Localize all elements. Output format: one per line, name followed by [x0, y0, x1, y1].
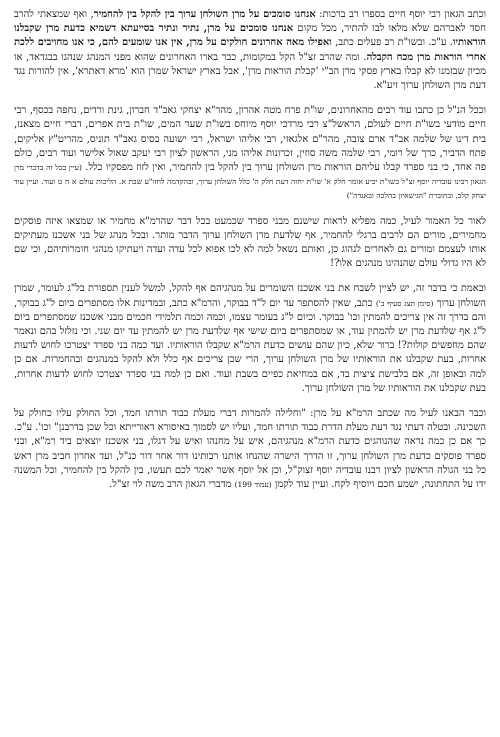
paragraph-2-citation: (עיין בכל זה בדברי מרן הגאון רבינו עובדיה יוסף זצ"ל בשו"ת יביע אומר חלק א' שו"ת יחוה דעת חלק ה' כלל השולחן ערוך, ובהקדמה לחזו"ע שבת א. הליכות עולם א ח ט ועוד. ועיין עוד יצחק קלב, ובחוברת "הגישאיון בהלכה ובאגדה"): [14, 163, 486, 201]
paragraph-4-text: ובאמת כי בדבר זה, יש לציין לשבח את בני אשכנז השומרים על מנהגיהם אף להקל, למשל לענין תספורת בל"ג לעומר, שמרן השולחן ערוך: [14, 283, 486, 309]
paragraph-5-citation: (עמוד 199): [234, 480, 272, 490]
paragraph-1: [14, 8, 486, 93]
paragraph-1-text: . ומה שהרב זצ"ל הקל במקומות, כבר בארו האחרונים שהוא מפני המנהג שנהגו בבגדאד, או מכיון שבזמנו לא קבלו בארץ פסקי מרן הב"י 'קבלת הוראות מרן', אבל בארץ ישראל שמרן הוא 'מרא דאתרא', אין להורות נגד דעת מרן השולחן ערוך זיע"א.: [14, 51, 486, 92]
paragraph-2-text: וככל הנ"ל כן כתבו עוד רבים מהאחרונים, שו"ת פרח מטה אהרון, מהר"א יצחקי גאב"ד חברון, גינת ורדים, נחפה בכסף, רבי חיים מודעי בשו"ת חיים לעולם, הראשל"צ רבי מרדכי יוסף מיוחס בשו"ת שער המים, שו"ת בית אפרים, דברי חיים מצאנז, בית דינו של שלמה אב"ד ארם צובה, מהר"ם אלגאזי, רבי אליהו ישראל, רבי ישועה בסיס גאב"ד תוניס, מהריט"ץ אליקים, פתח הדביר, כרך של רומי, רבי שלמה משה סוזין, זכרונות אליהו מני, הראשון לציון רבי יעקב שאול אלישר ועוד רבים, כולם פה אחד, כי בני ספרד קבלו עליהם הוראות מרן השולחן ערוך בין להקל בין להחמיר, ואין לזוז מפסקיו כלל.: [14, 105, 486, 174]
paragraph-3-text: לאור כל האמור לעיל, כמה מפליא לראות שישנם מבני ספרד שכמעט בכל דבר שהרמ"א מחמיר או שמצאו איזה פוסקים מחמירים, מורים הם לרבים ברגלי להחמיר, אף שלדעת מרן השולחן ערוך הדבר מותר. ובכל מנהג של בני אשכנז מעתיקים אותו לעצמם ומורים גם לאחרים לנהוג כן, ואותם נשאל למה לא לכו אפוא לכל עדה ועדה ויעתיקו מנהגי חומרותיהם, וכי שם לא היו גדולי עולם שהנהיגו מנהגים אלו?!: [14, 215, 486, 270]
paragraph-3: [14, 215, 486, 272]
paragraph-1-bold-quote-1: אנחנו סומכים על מרן השולחן ערוך בין להקל בין להחמיר: [93, 9, 316, 20]
paragraph-2: [14, 104, 486, 203]
paragraph-4: [14, 282, 486, 396]
paragraph-1-text: וכתב הגאון רבי יוסף חיים בספרו רב ברכות:: [315, 9, 486, 20]
paragraph-1-text: . ע"כ. ובשו"ת רב פעלים כתב,: [331, 37, 453, 49]
paragraph-5: [14, 407, 486, 492]
paragraph-1-text: , ואף שמצאתי להרב חסד לאברהם שלא מלאו לבו להתיר, מכל מקום: [14, 9, 486, 35]
paragraph-4-text: כתב, שאין להסתפר עד יום ל"ד בבוקר, והרמ"א כתב, ובמדינות אלו מסתפרים ביום ל"ג בבוקר, והם בדרך זה אין צריכים להמתין וכו' בבוקר. וכיום ל"ג בעומר עצמו, וכמה וכמה תלמידי חכמים מבני אשכנז שמסתפרים ביום ל"ג אף שלדעת מרן יש להמתין עוד, או שמסתפרים ביום שישי אף שלדעת מרן יש להמתין עד יום שני. וכי נזלזל בהם ונאמר שהם מחפשים קולות?! ברור שלא, כיון שהם עושים כדעת הרמ"א שקבלו הוראותיו. ועד כמה בני ספרד יצטרכו לחוש לדעות אחרות, בעת שקבלנו את הוראותיו של מרן השולחן ערוך, הרי שכן צריכים אף כלל ולא להקל במנהגים ובהחמרות. אם כן למה ובאופן זה, אם בלבישת ציצית בד, אם במחיאת כפיים בשבת ועוד. ואם כן למה בני ספרד יצטרכו לחוש לדעות אחרות, בעת שקבלנו את הוראותיו של מרן השולחן ערוך.: [14, 297, 486, 394]
paragraph-5-text: מדברי הגאון הרב משה לוי זצ"ל.: [109, 479, 235, 491]
paragraph-1-bold-quote-3: ואפילו מאה אחרונים חולקים על מרן, אין אנו שומעים להם, כי אנו מחויבים ללכת אחרי הוראות מרן מכח הקבלה: [14, 37, 486, 63]
paragraph-1-bold-quote-2: אנחנו סומכים על מרן, נתיר ונתיר בסייעתא דשמיא כדעת מרן שקבלנו הוראותיו: [14, 23, 486, 49]
paragraph-5-text: וכבר הבאנו לעיל מה שכתב הרמ"א על מרן: "וחלילה להמרות דברי מעלת כבוד תורתו חמד, וכל החולק עליו כחולק על השכינה. ובטלה דעתי נגד דעת מעלת הדרת כבוד תורתו חמד, ועליו יש לסמוך באיסורא דאורייתא וכל שכן בדרבנן" וכו'. ע"כ. כך אם כן כמה נראה שהנוהגים כדעת הרמ"א מנהגיהם, איש על מחנהו ואיש על דגלו, בני אשכנז יוצאים ביד רמ"א, ובני ספרד פוסקים כדעת מרן השולחן ערוך, זו הדרך הישרה שהנחו אותנו רבותינו דור אחר דור כנ"ל, ועד אחרון חביב מרן ראש כל בני הגולה הראשון לציון רבנו עובדיה יוסף זצוק"ל, וכן אל יוסף אשר יאמר לכם תעשו, בין להקל בין להחמיר, וכל המשנה ידו על התחתונה, ישמע חכם ויוסיף לקח. ועיין עוד לקמן: [14, 408, 486, 491]
paragraph-4-citation: (סימן תצג סעיף ב'): [375, 298, 434, 308]
